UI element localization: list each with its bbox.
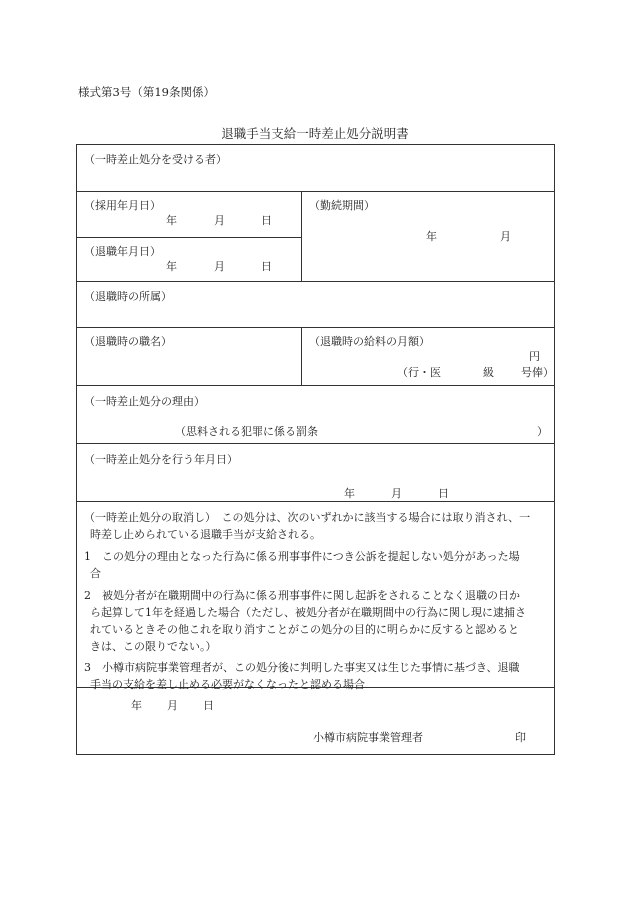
row-divider — [77, 501, 554, 502]
service-period-label: （勤続期間） — [309, 199, 375, 212]
hire-date-label: （採用年月日） — [84, 199, 161, 212]
condition-2-line4: きは、この限りでない。） — [90, 640, 217, 653]
hire-date-month: 月 — [214, 214, 225, 227]
row-divider — [77, 327, 554, 328]
position-label: （退職時の職名） — [84, 335, 172, 348]
column-divider — [301, 191, 302, 281]
hire-date-year: 年 — [166, 214, 177, 227]
retire-date-label: （退職年月日） — [84, 245, 161, 258]
action-date-day: 日 — [438, 487, 449, 500]
condition-2-line1: 2 被処分者が在職期間中の行為に係る刑事事件に関し起訴をされることなく退職の日か — [84, 589, 520, 602]
signature-month: 月 — [167, 699, 178, 712]
crime-article-close: ） — [537, 425, 548, 438]
salary-grade-gou: 号俸） — [521, 366, 554, 379]
seal-mark: 印 — [515, 731, 526, 744]
salary-yen: 円 — [529, 350, 540, 363]
condition-3-line1: 3 小樽市病院事業管理者が、この処分後に判明した事実又は生じた事情に基づき、退職 — [84, 661, 520, 674]
condition-2-line3: れているときその他これを取り消すことがこの処分の目的に明らかに反すると認めると — [90, 623, 519, 636]
salary-label: （退職時の給料の月額） — [309, 335, 430, 348]
action-date-year: 年 — [344, 487, 355, 500]
service-period-month: 月 — [500, 230, 511, 243]
signature-year: 年 — [131, 699, 142, 712]
hire-date-day: 日 — [261, 214, 272, 227]
cancellation-intro-line2: 時差し止められている退職手当が支給される。 — [90, 528, 321, 541]
department-label: （退職時の所属） — [84, 290, 172, 303]
condition-2-line2: ら起算して1年を経過した場合（ただし、被処分者が在職期間中の行為に関し現に逮捕さ — [90, 606, 526, 619]
cancellation-intro-line1: （一時差止処分の取消し） この処分は、次のいずれかに該当する場合には取り消され、一 — [84, 511, 531, 524]
condition-1-line2: 合 — [90, 567, 101, 580]
salary-grade-open: （行・医 — [397, 366, 441, 379]
form-number: 様式第3号（第19条関係） — [78, 85, 215, 99]
row-divider — [77, 281, 554, 282]
action-date-month: 月 — [391, 487, 402, 500]
reason-label: （一時差止処分の理由） — [84, 395, 205, 408]
crime-article-open: （思料される犯罪に係る罰条 — [175, 425, 318, 438]
condition-3-line2: 手当の支給を差し止める必要がなくなったと認める場合 — [90, 678, 365, 691]
row-divider — [77, 191, 554, 192]
action-date-label: （一時差止処分を行う年月日） — [84, 453, 238, 466]
signature-day: 日 — [203, 699, 214, 712]
retire-date-month: 月 — [214, 260, 225, 273]
salary-grade-kyu: 級 — [483, 366, 494, 379]
service-period-year: 年 — [426, 230, 437, 243]
column-divider — [301, 327, 302, 385]
issuer-name: 小樽市病院事業管理者 — [313, 731, 423, 744]
recipient-label: （一時差止処分を受ける者） — [84, 153, 227, 166]
row-divider — [77, 443, 554, 444]
condition-1-line1: 1 この処分の理由となった行為に係る刑事事件につき公訴を提起しない処分があった場 — [84, 550, 520, 563]
document-title: 退職手当支給一時差止処分説明書 — [221, 126, 409, 141]
row-divider — [77, 385, 554, 386]
form-table — [76, 144, 555, 755]
retire-date-day: 日 — [261, 260, 272, 273]
retire-date-year: 年 — [166, 260, 177, 273]
row-divider — [77, 237, 301, 238]
